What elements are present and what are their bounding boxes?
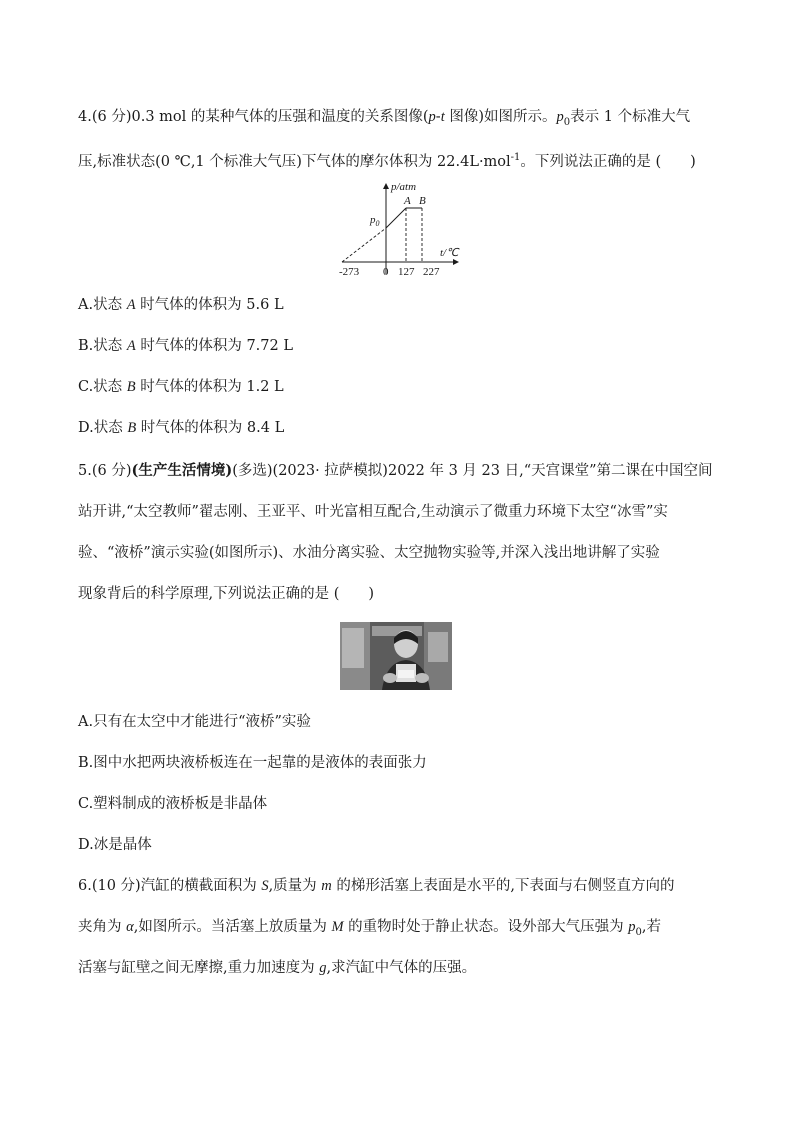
q6-stem-line-1: 6.(10 分)汽缸的横截面积为 S,质量为 m 的梯形活塞上表面是水平的,下表面与右侧竖直方向的 — [78, 878, 675, 894]
q5-stem-line-4: 现象背后的科学原理,下列说法正确的是 ( ) — [78, 586, 375, 602]
q5-stem-line-2: 站开讲,“太空教师”翟志刚、王亚平、叶光富相互配合,生动演示了微重力环境下太空“冰雪”实 — [78, 504, 668, 520]
q6-stem-line-3: 活塞与缸壁之间无摩擦,重力加速度为 g,求汽缸中气体的压强。 — [78, 960, 477, 976]
point-b-label: B — [419, 195, 426, 207]
q5-stem-line-3: 验、“液桥”演示实验(如图所示)、水油分离实验、太空抛物实验等,并深入浅出地讲解了实验 — [78, 545, 660, 561]
q4-option-b: B.状态 A 时气体的体积为 7.72 L — [78, 338, 293, 354]
extrapolation-dashed-line — [342, 228, 386, 262]
q5-option-b: B.图中水把两块液桥板连在一起靠的是液体的表面张力 — [78, 755, 427, 771]
q4-option-c: C.状态 B 时气体的体积为 1.2 L — [78, 379, 284, 395]
point-a-label: A — [404, 195, 411, 207]
liquid-bridge-photo — [340, 622, 452, 690]
pt-graph — [330, 178, 470, 278]
q5-option-a: A.只有在太空中才能进行“液桥”实验 — [78, 714, 311, 730]
p0-label: $p_0$ — [370, 214, 380, 228]
tick-label: 127 — [398, 266, 415, 278]
q5-option-d: D.冰是晶体 — [78, 837, 152, 853]
q4-stem-line-1: 4.(6 分)0.3 mol 的某种气体的压强和温度的关系图像(p-t 图像)如图所示。$p_0$表示 1 个标准大气 — [78, 109, 691, 128]
tick-label: 227 — [423, 266, 440, 278]
q4-option-a: A.状态 A 时气体的体积为 5.6 L — [78, 297, 284, 313]
y-axis-label: p/atm — [391, 181, 417, 193]
tick-label: 0 — [383, 266, 389, 278]
q5-option-c: C.塑料制成的液桥板是非晶体 — [78, 796, 268, 812]
x-axis-label: t/℃ — [440, 247, 459, 259]
tick-label: -273 — [339, 266, 360, 278]
q4-option-d: D.状态 B 时气体的体积为 8.4 L — [78, 420, 285, 436]
isochoric-line — [386, 208, 406, 228]
q5-stem-line-1: 5.(6 分)(生产生活情境)(多选)(2023· 拉萨模拟)2022 年 3 月 23 日,“天宫课堂”第二课在中国空间 — [78, 462, 713, 479]
q4-stem-line-2: 压,标准状态(0 ℃,1 个标准大气压)下气体的摩尔体积为 22.4L·mol$^{-1}$。下列说法正确的是 ( ) — [78, 152, 696, 170]
q6-stem-line-2: 夹角为 α,如图所示。当活塞上放质量为 M 的重物时处于静止状态。设外部大气压强为 $p_0$,若 — [78, 919, 661, 938]
